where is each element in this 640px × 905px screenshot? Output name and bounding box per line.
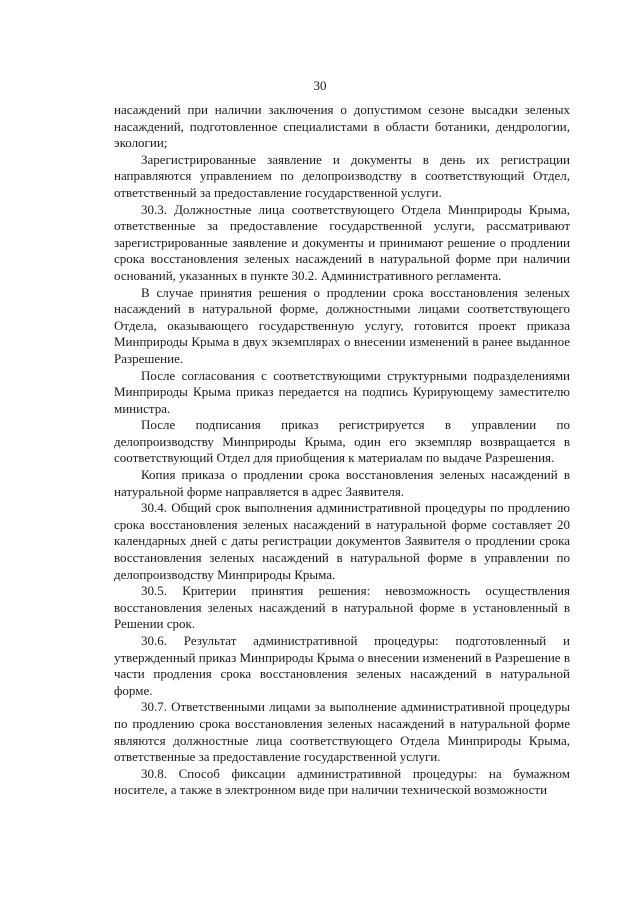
paragraph: 30.6. Результат административной процедуры: подготовленный и утвержденный приказ Минприроды Крыма о внесении изменений в Разрешение в части продления срока восстановления зеленых насаждений в натуральной форме.: [114, 633, 570, 698]
page-number: 30: [313, 78, 327, 93]
paragraph: Копия приказа о продлении срока восстановления зеленых насаждений в натуральной форме направляется в адрес Заявителя.: [114, 467, 570, 499]
paragraph: В случае принятия решения о продлении срока восстановления зеленых насаждений в натуральной форме, должностными лицами соответствующего Отдела, оказывающего государственную услугу, готовится проект приказа Минприроды Крыма в двух экземплярах о внесении изменений в ранее выданное Разрешение.: [114, 284, 570, 366]
paragraph: 30.7. Ответственными лицами за выполнение административной процедуры по продлению срока восстановления зеленых насаждений в натуральной форме являются должностные лица соответствующего Отдела Минприроды Крыма, ответственные за предоставление государственной услуги.: [114, 699, 570, 765]
paragraph: После согласования с соответствующими структурными подразделениями Минприроды Крыма приказ передается на подпись Курирующему заместителю министра.: [114, 367, 570, 416]
paragraph: 30.5. Критерии принятия решения: невозможность осуществления восстановления зеленых насаждений в натуральной форме в установленный в Решении срок.: [114, 583, 570, 632]
paragraph: Зарегистрированные заявление и документы в день их регистрации направляются управлением по делопроизводству в соответствующий Отдел, ответственный за предоставление государственной услуги.: [114, 151, 570, 200]
paragraph: 30.3. Должностные лица соответствующего Отдела Минприроды Крыма, ответственные за предоставление государственной услуги, рассматривают зарегистрированные заявление и документы и принимают решение о продлении срока восстановления зеленых насаждений в натуральной форме при наличии оснований, указанных в пункте 30.2. Административного регламента.: [114, 201, 570, 283]
paragraph: 30.4. Общий срок выполнения административной процедуры по продлению срока восстановления зеленых насаждений в натуральной форме составляет 20 календарных дней с даты регистрации документов Заявителя о продлении срока восстановления зеленых насаждений в натуральной форме в управлении по делопроизводству Минприроды Крыма.: [114, 500, 570, 582]
document-body: [114, 102, 570, 799]
paragraph: 30.8. Способ фиксации административной процедуры: на бумажном носителе, а также в электронном виде при наличии технической возможности: [114, 765, 570, 798]
paragraph: После подписания приказ регистрируется в управлении по делопроизводству Минприроды Крыма, один его экземпляр возвращается в соответствующий Отдел для приобщения к материалам по выдаче Разрешения.: [114, 417, 570, 466]
paragraph: насаждений при наличии заключения о допустимом сезоне высадки зеленых насаждений, подготовленное специалистами в области ботаники, дендрологии, экологии;: [114, 102, 570, 151]
